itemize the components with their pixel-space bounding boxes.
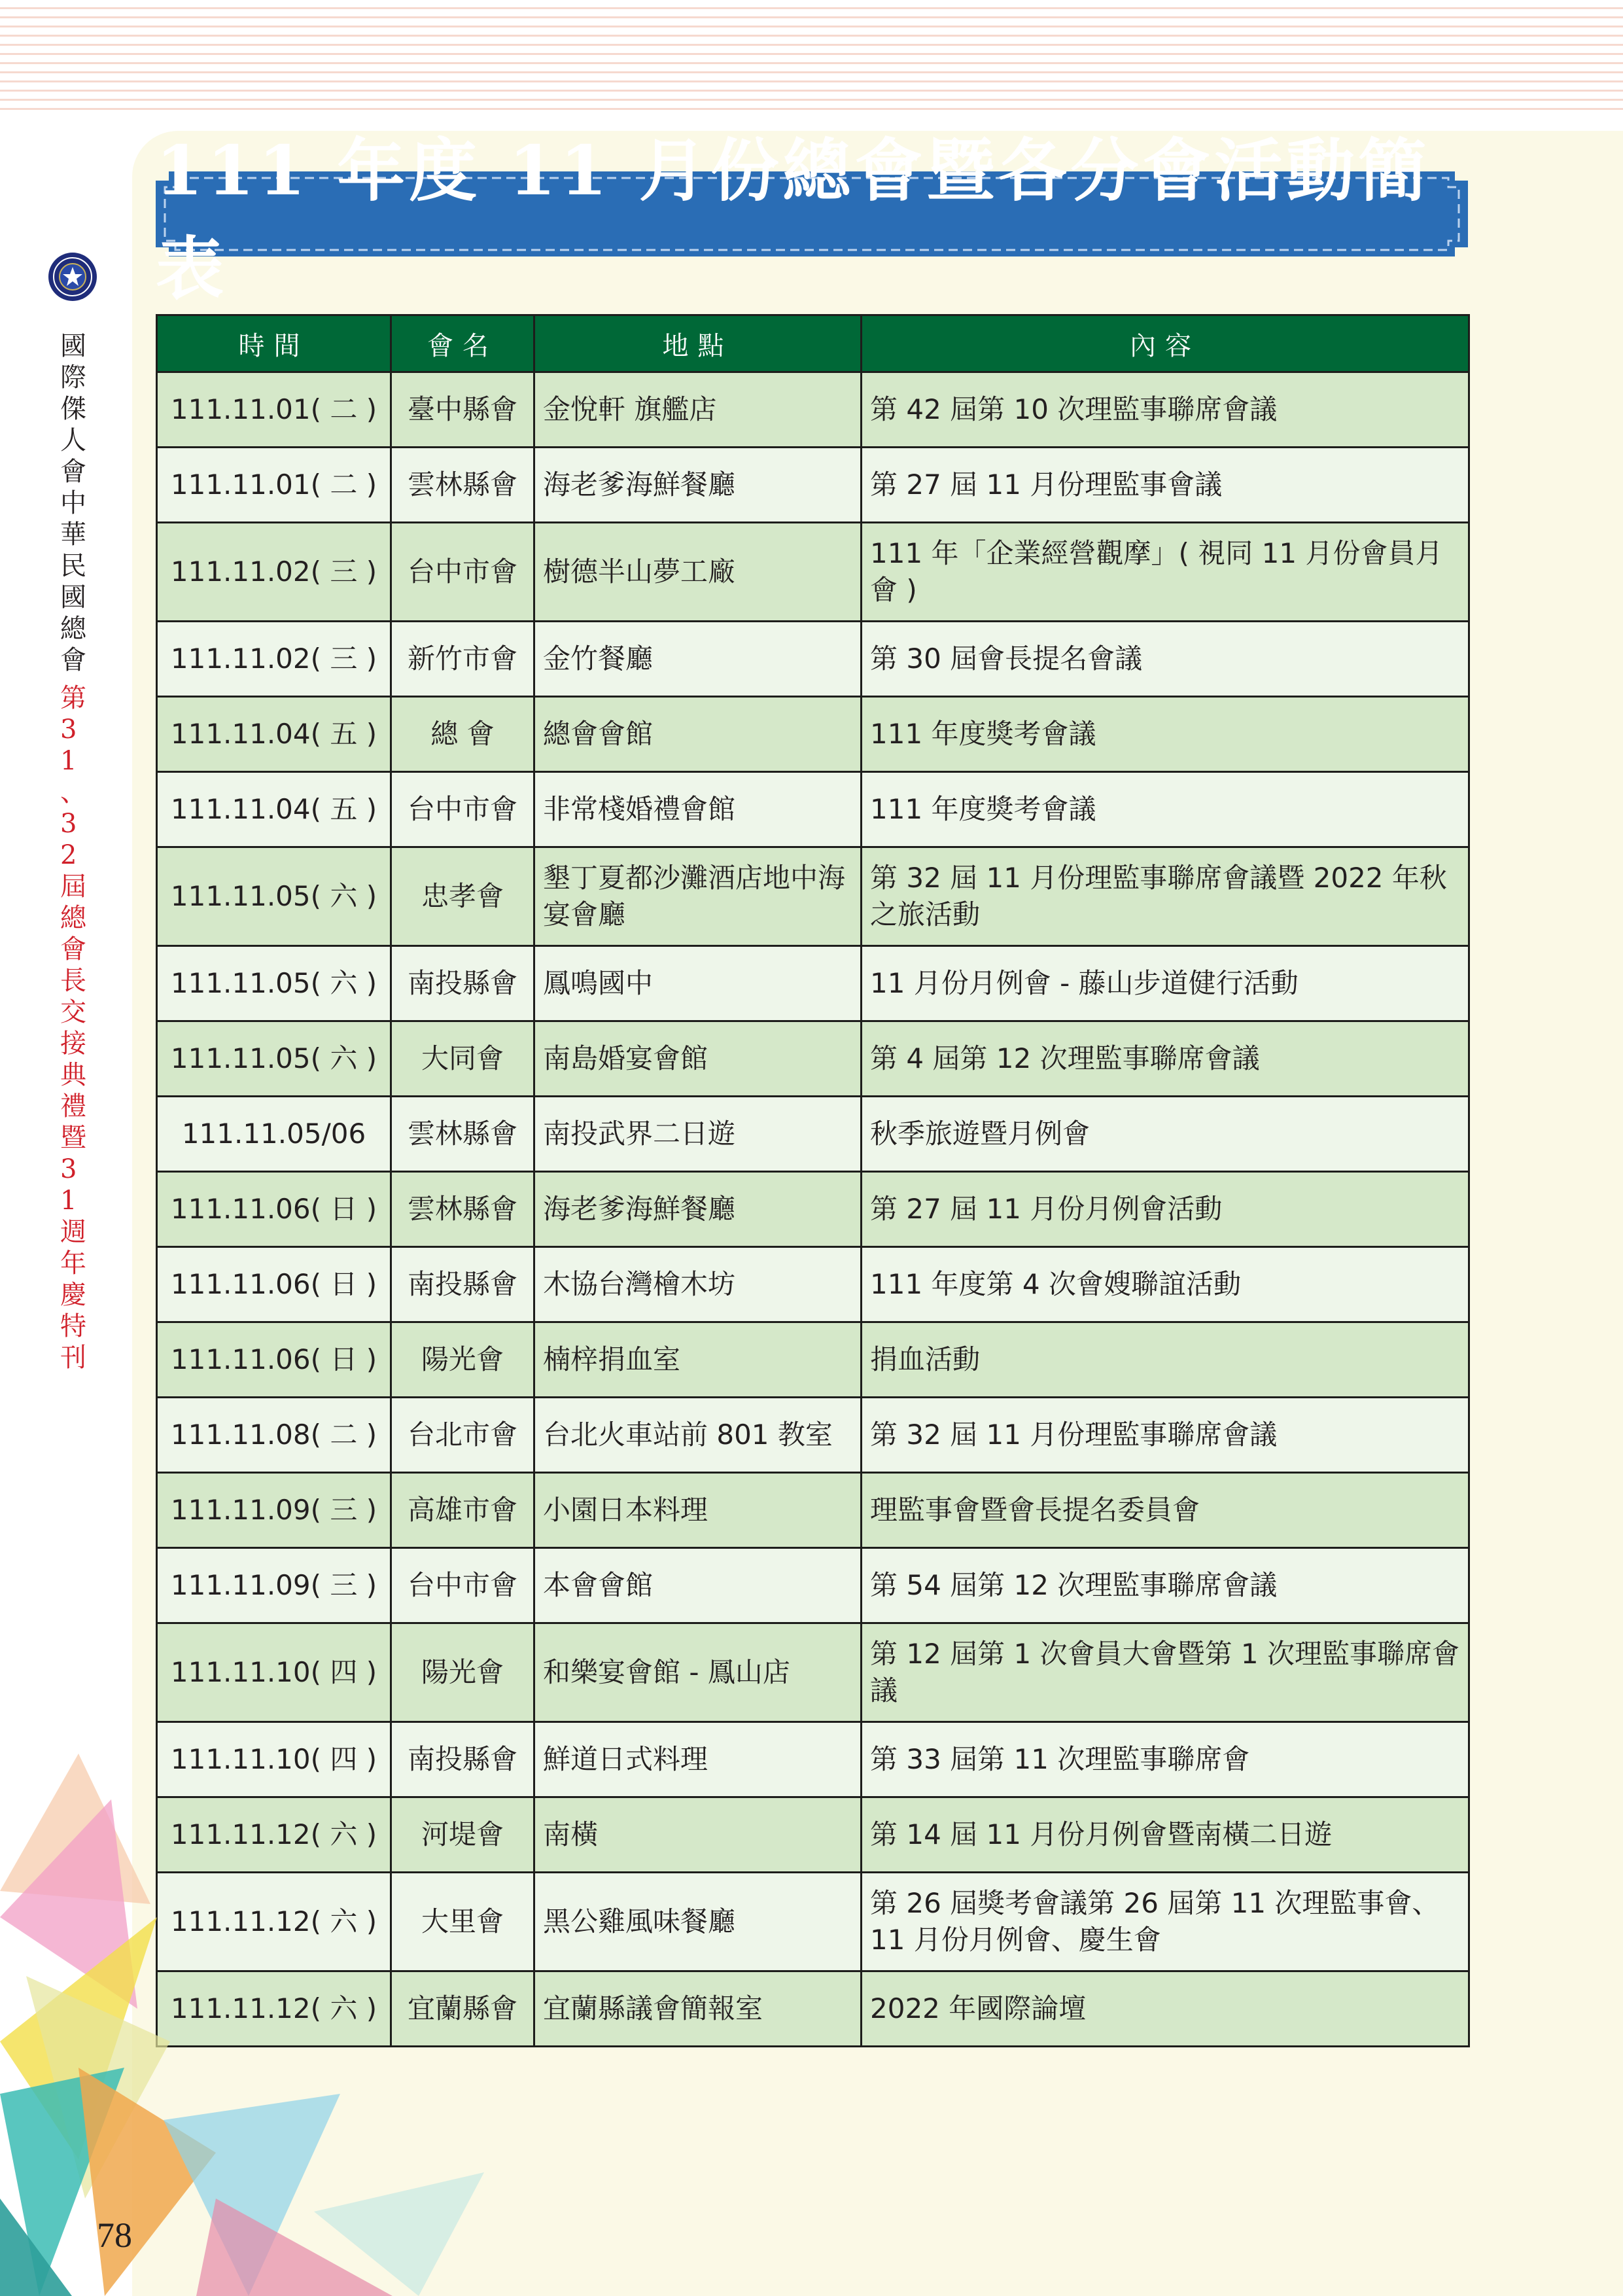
cell-club: 台北市會 [391, 1398, 534, 1473]
header-place: 地點 [534, 315, 862, 372]
cell-club: 雲林縣會 [391, 1172, 534, 1247]
side-org-char: 民 [60, 551, 86, 581]
side-org-name [60, 330, 86, 676]
side-vertical-text [55, 330, 92, 1373]
side-org-char: 中 [60, 488, 86, 518]
cell-time: 111.11.08( 二 ) [157, 1398, 391, 1473]
cell-place: 墾丁夏都沙灘酒店地中海宴會廳 [534, 847, 862, 946]
cell-content: 第 33 屆第 11 次理監事聯席會 [862, 1722, 1469, 1797]
cell-place: 宜蘭縣議會簡報室 [534, 1971, 862, 2047]
cell-club: 大同會 [391, 1021, 534, 1097]
cell-place: 小園日本料理 [534, 1473, 862, 1548]
side-org-char: 國 [60, 582, 86, 612]
decorative-triangles [0, 1701, 536, 2296]
cell-content: 秋季旅遊暨月例會 [862, 1097, 1469, 1172]
side-publication-char: 特 [60, 1311, 86, 1341]
cell-place: 金悅軒 旗艦店 [534, 372, 862, 448]
side-org-char: 傑 [60, 394, 86, 424]
table-row [157, 448, 1469, 523]
cell-time: 111.11.02( 三 ) [157, 622, 391, 697]
side-publication-char: 總 [60, 903, 86, 933]
cell-content: 第 14 屆 11 月份月例會暨南橫二日遊 [862, 1797, 1469, 1873]
cell-club: 雲林縣會 [391, 1097, 534, 1172]
cell-time: 111.11.12( 六 ) [157, 1873, 391, 1971]
cell-place: 非常棧婚禮會館 [534, 772, 862, 847]
side-publication-char: 刊 [60, 1343, 86, 1373]
side-publication-char: 接 [60, 1029, 86, 1059]
cell-club: 新竹市會 [391, 622, 534, 697]
side-publication-char: 慶 [60, 1280, 86, 1310]
table-row [157, 1473, 1469, 1548]
cell-content: 111 年度獎考會議 [862, 697, 1469, 772]
cell-club: 南投縣會 [391, 1247, 534, 1322]
side-org-char: 華 [60, 520, 86, 550]
side-publication-char: 週 [60, 1217, 86, 1247]
table-row [157, 523, 1469, 622]
cell-place: 鮮道日式料理 [534, 1722, 862, 1797]
cell-place: 黑公雞風味餐廳 [534, 1873, 862, 1971]
cell-time: 111.11.04( 五 ) [157, 697, 391, 772]
cell-time: 111.11.09( 三 ) [157, 1473, 391, 1548]
title-banner [156, 171, 1468, 256]
cell-time: 111.11.01( 二 ) [157, 448, 391, 523]
cell-place: 南橫 [534, 1797, 862, 1873]
cell-time: 111.11.05/06 [157, 1097, 391, 1172]
cell-content: 第 26 屆獎考會議第 26 屆第 11 次理監事會、11 月份月例會、慶生會 [862, 1873, 1469, 1971]
cell-club: 陽光會 [391, 1322, 534, 1398]
table-row [157, 622, 1469, 697]
cell-content: 理監事會暨會長提名委員會 [862, 1473, 1469, 1548]
cell-content: 第 12 屆第 1 次會員大會暨第 1 次理監事聯席會議 [862, 1623, 1469, 1722]
cell-place: 本會會館 [534, 1548, 862, 1623]
cell-club: 台中市會 [391, 523, 534, 622]
side-publication-char: 暨 [60, 1123, 86, 1153]
cell-time: 111.11.05( 六 ) [157, 847, 391, 946]
cell-club: 河堤會 [391, 1797, 534, 1873]
side-publication-char: 、 [60, 777, 86, 807]
cell-club: 陽光會 [391, 1623, 534, 1722]
side-publication-char: 第 [60, 683, 86, 713]
cell-time: 111.11.04( 五 ) [157, 772, 391, 847]
side-publication-char: 1 [60, 746, 77, 776]
table-row [157, 1021, 1469, 1097]
cell-time: 111.11.06( 日 ) [157, 1322, 391, 1398]
cell-place: 鳳鳴國中 [534, 946, 862, 1021]
header-stripes [0, 0, 1623, 111]
header-time: 時間 [157, 315, 391, 372]
table-row [157, 847, 1469, 946]
page-number: 78 [97, 2216, 132, 2255]
cell-place: 總會會館 [534, 697, 862, 772]
side-publication-char: 典 [60, 1060, 86, 1090]
cell-club: 南投縣會 [391, 946, 534, 1021]
side-org-char: 總 [60, 614, 86, 644]
cell-place: 樹德半山夢工廠 [534, 523, 862, 622]
side-org-char: 會 [60, 457, 86, 487]
table-row [157, 946, 1469, 1021]
cell-club: 雲林縣會 [391, 448, 534, 523]
cell-time: 111.11.02( 三 ) [157, 523, 391, 622]
side-publication-char: 3 [60, 715, 77, 745]
table-row [157, 772, 1469, 847]
cell-place: 南投武界二日遊 [534, 1097, 862, 1172]
table-row [157, 1322, 1469, 1398]
cell-club: 台中市會 [391, 1548, 534, 1623]
side-org-char: 會 [60, 645, 86, 675]
cell-time: 111.11.09( 三 ) [157, 1548, 391, 1623]
side-publication-char: 2 [60, 840, 77, 870]
cell-place: 木協台灣檜木坊 [534, 1247, 862, 1322]
cell-place: 金竹餐廳 [534, 622, 862, 697]
cell-club: 台中市會 [391, 772, 534, 847]
side-publication-name [60, 682, 86, 1373]
cell-place: 海老爹海鮮餐廳 [534, 448, 862, 523]
cell-time: 111.11.06( 日 ) [157, 1172, 391, 1247]
table-row [157, 697, 1469, 772]
cell-content: 111 年度第 4 次會嫂聯誼活動 [862, 1247, 1469, 1322]
cell-content: 111 年「企業經營觀摩」( 視同 11 月份會員月會 ) [862, 523, 1469, 622]
cell-content: 第 32 屆 11 月份理監事聯席會議 [862, 1398, 1469, 1473]
cell-content: 第 32 屆 11 月份理監事聯席會議暨 2022 年秋之旅活動 [862, 847, 1469, 946]
cell-place: 楠梓捐血室 [534, 1322, 862, 1398]
cell-club: 宜蘭縣會 [391, 1971, 534, 2047]
table-row [157, 1097, 1469, 1172]
table-row [157, 1172, 1469, 1247]
side-publication-char: 1 [60, 1186, 77, 1216]
side-publication-char: 3 [60, 1154, 77, 1184]
cell-club: 臺中縣會 [391, 372, 534, 448]
cell-club: 大里會 [391, 1873, 534, 1971]
header-content: 內容 [862, 315, 1469, 372]
cell-place: 和樂宴會館 - 鳳山店 [534, 1623, 862, 1722]
cell-place: 台北火車站前 801 教室 [534, 1398, 862, 1473]
cell-time: 111.11.05( 六 ) [157, 1021, 391, 1097]
cell-time: 111.11.01( 二 ) [157, 372, 391, 448]
cell-club: 總 會 [391, 697, 534, 772]
cell-content: 11 月份月例會 - 藤山步道健行活動 [862, 946, 1469, 1021]
cell-club: 高雄市會 [391, 1473, 534, 1548]
cell-content: 捐血活動 [862, 1322, 1469, 1398]
cell-content: 第 27 屆 11 月份理監事會議 [862, 448, 1469, 523]
side-org-char: 際 [60, 362, 86, 393]
organization-logo-icon [47, 251, 98, 302]
cell-content: 111 年度獎考會議 [862, 772, 1469, 847]
side-publication-char: 會 [60, 934, 86, 964]
cell-content: 第 4 屆第 12 次理監事聯席會議 [862, 1021, 1469, 1097]
side-publication-char: 屆 [60, 872, 86, 902]
cell-content: 2022 年國際論壇 [862, 1971, 1469, 2047]
side-publication-char: 交 [60, 997, 86, 1027]
cell-content: 第 42 屆第 10 次理監事聯席會議 [862, 372, 1469, 448]
cell-place: 海老爹海鮮餐廳 [534, 1172, 862, 1247]
cell-time: 111.11.05( 六 ) [157, 946, 391, 1021]
side-publication-char: 長 [60, 966, 86, 996]
side-org-char: 國 [60, 331, 86, 361]
cell-club: 南投縣會 [391, 1722, 534, 1797]
side-publication-char: 禮 [60, 1091, 86, 1122]
table-header-row [157, 315, 1469, 372]
side-publication-char: 3 [60, 809, 77, 839]
page-title [156, 171, 1468, 256]
side-publication-char: 年 [60, 1248, 86, 1279]
cell-content: 第 30 屆會長提名會議 [862, 622, 1469, 697]
cell-club: 忠孝會 [391, 847, 534, 946]
cell-content: 第 27 屆 11 月份月例會活動 [862, 1172, 1469, 1247]
cell-time: 111.11.12( 六 ) [157, 1971, 391, 2047]
table-row [157, 1398, 1469, 1473]
cell-time: 111.11.12( 六 ) [157, 1797, 391, 1873]
table-row [157, 372, 1469, 448]
table-row [157, 1247, 1469, 1322]
cell-content: 第 54 屆第 12 次理監事聯席會議 [862, 1548, 1469, 1623]
table-row [157, 1548, 1469, 1623]
header-club: 會名 [391, 315, 534, 372]
cell-time: 111.11.10( 四 ) [157, 1623, 391, 1722]
side-org-char: 人 [60, 425, 86, 455]
cell-time: 111.11.06( 日 ) [157, 1247, 391, 1322]
cell-time: 111.11.10( 四 ) [157, 1722, 391, 1797]
cell-place: 南島婚宴會館 [534, 1021, 862, 1097]
